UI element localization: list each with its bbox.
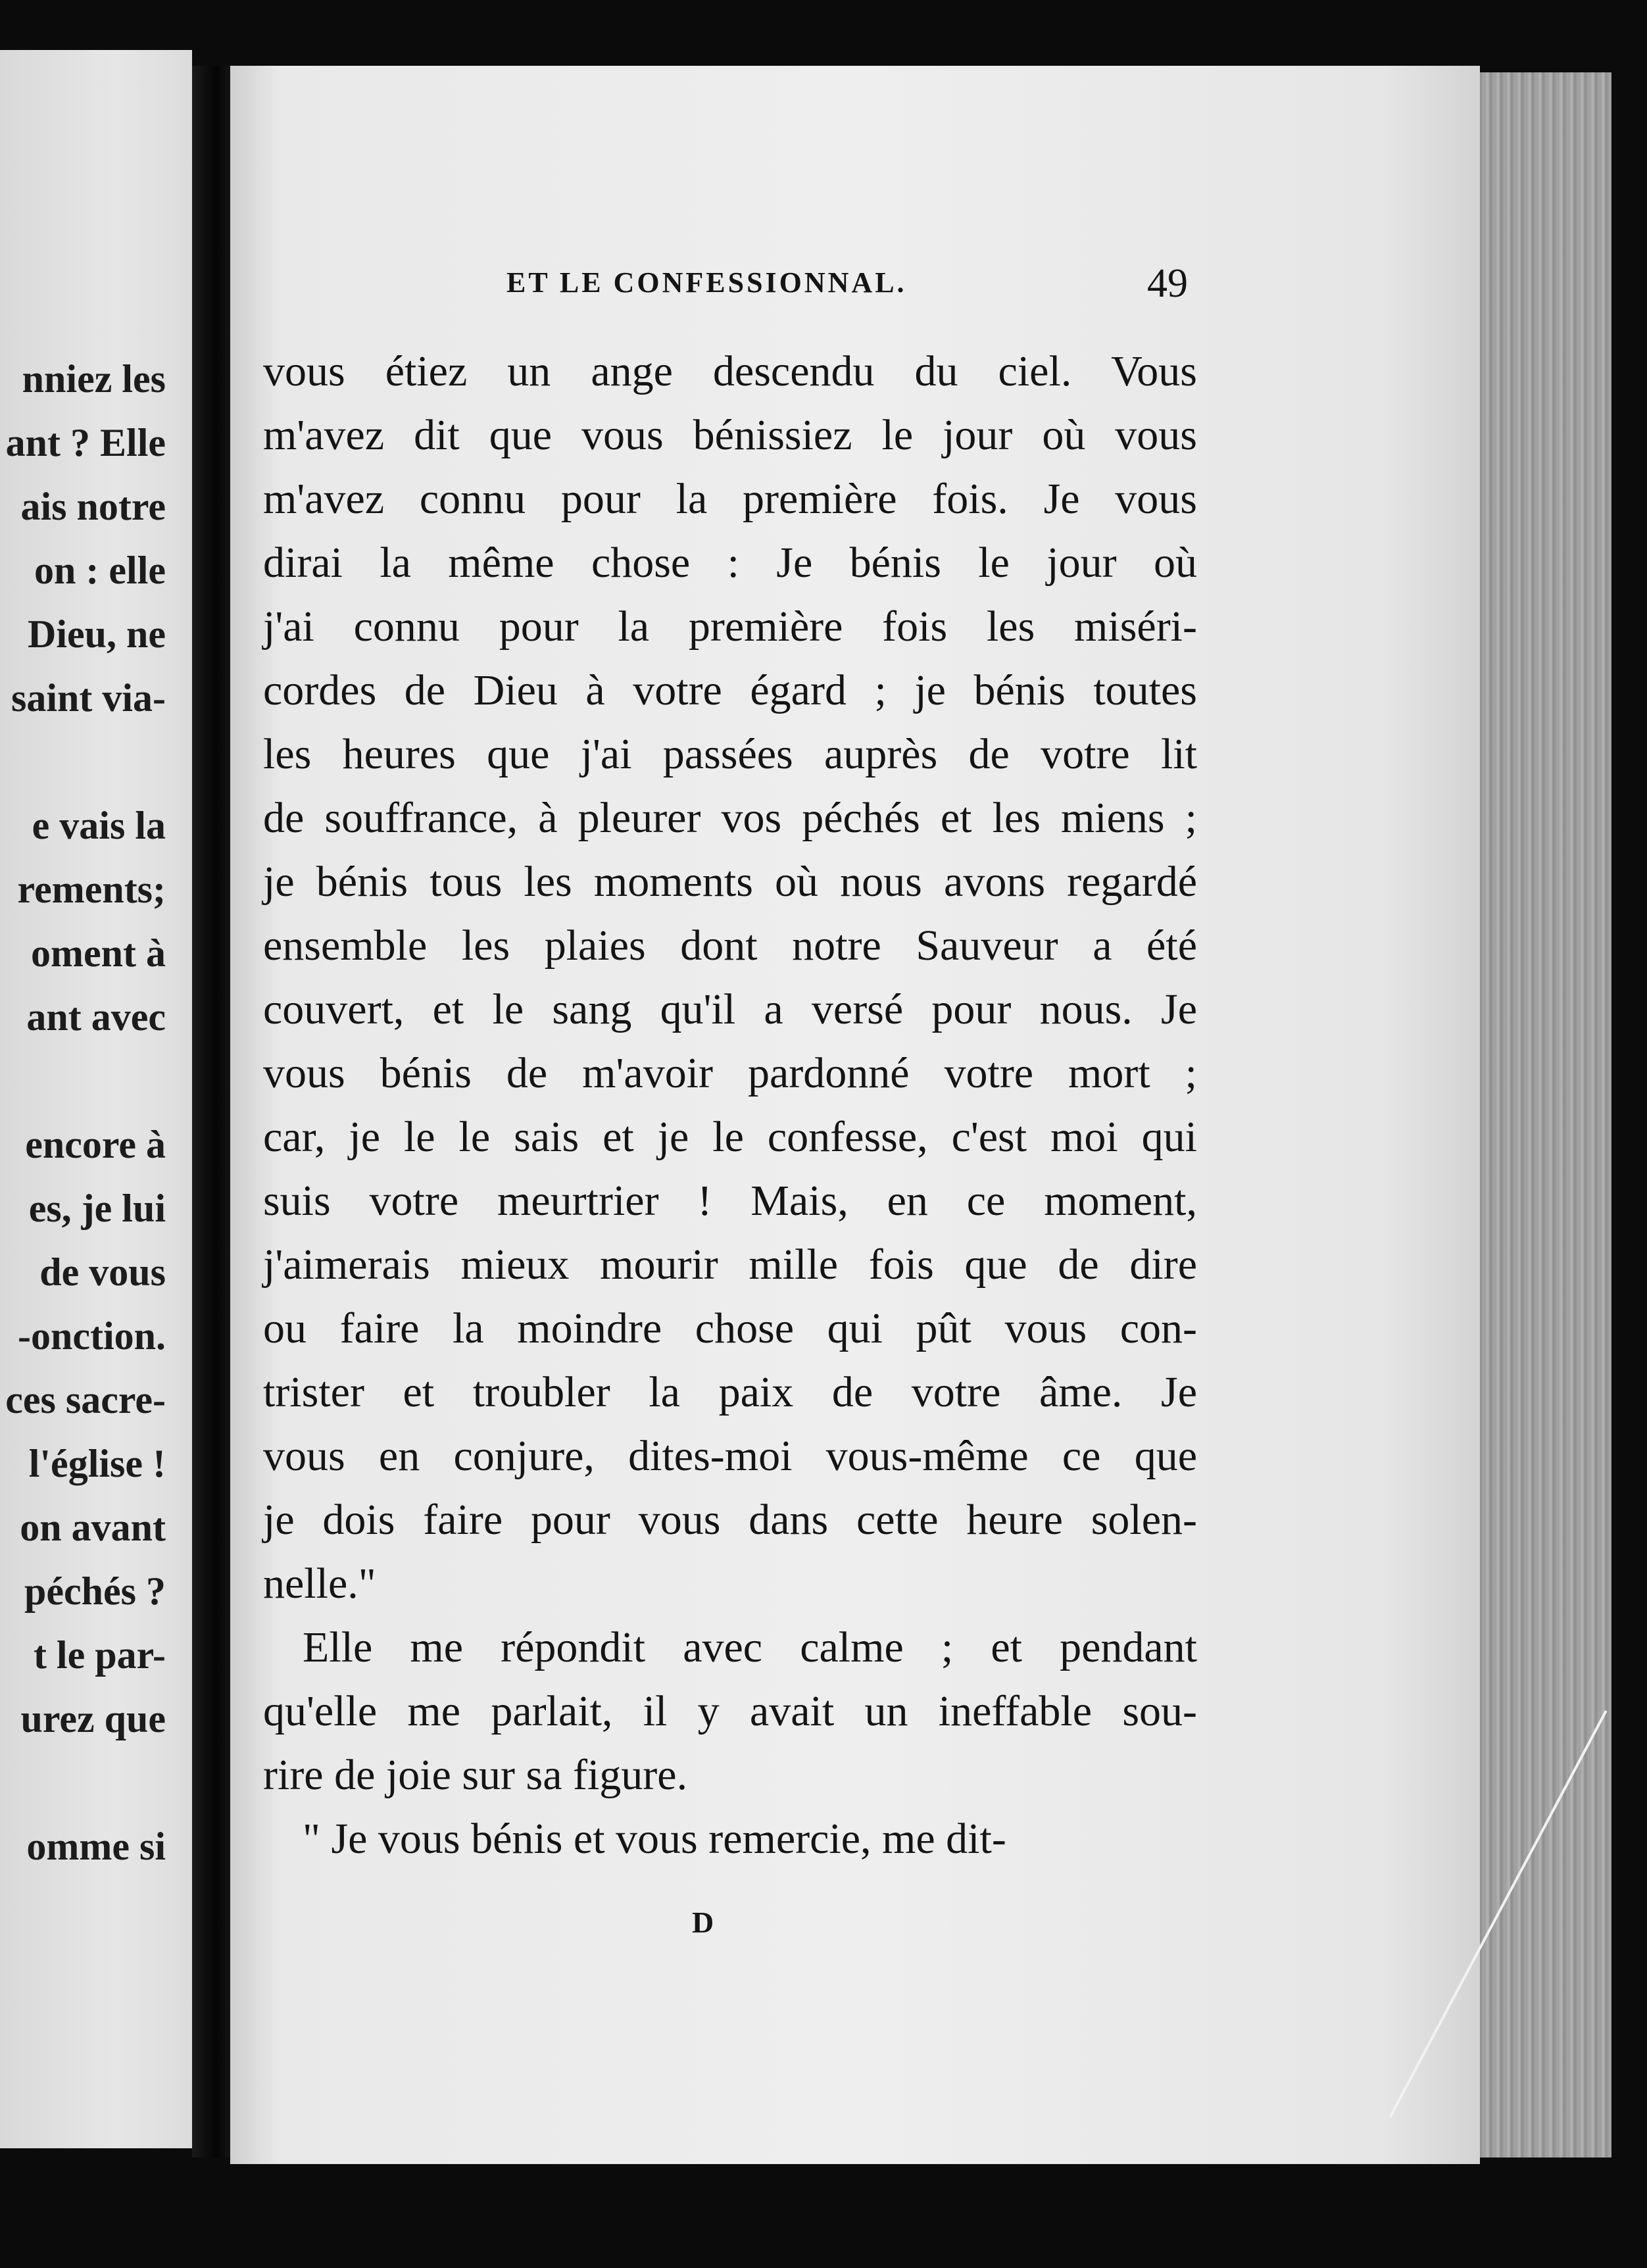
text-line: vous en conjure, dites-moi vous-même ce que [263, 1432, 1197, 1480]
text-line: car, je le le sais et je le confesse, c'est moi qui [263, 1113, 1197, 1161]
text-line: vous bénis de m'avoir pardonné votre mort ; [263, 1049, 1197, 1097]
text-line: j'aimerais mieux mourir mille fois que de dire [263, 1241, 1197, 1289]
previous-page-line: de vous [39, 1250, 166, 1294]
previous-page-line: ant avec [26, 995, 166, 1039]
previous-page-line: rements; [17, 868, 166, 911]
running-head: ET LE CONFESSIONNAL. [506, 266, 907, 299]
text-line: dirai la même chose : Je bénis le jour où [263, 539, 1197, 587]
previous-page-line: saint via- [11, 676, 166, 720]
previous-page-line: ces sacre- [5, 1378, 166, 1421]
previous-page-line: es, je lui [28, 1187, 166, 1230]
previous-page-line: oment à [31, 931, 166, 975]
previous-page-line: péchés ? [24, 1569, 166, 1613]
previous-page-line: t le par- [33, 1633, 166, 1677]
previous-page-line: -onction. [18, 1314, 166, 1358]
text-line: Elle me répondit avec calme ; et pendant [303, 1623, 1197, 1671]
text-line: trister et troubler la paix de votre âme. Je [263, 1368, 1197, 1416]
text-line: ou faire la moindre chose qui pût vous con- [263, 1304, 1197, 1352]
page-number: 49 [1147, 261, 1188, 306]
text-line: je dois faire pour vous dans cette heure solen- [263, 1496, 1197, 1544]
body-text [263, 339, 1197, 1871]
text-line: qu'elle me parlait, il y avait un ineffable sou- [263, 1687, 1197, 1735]
previous-page-line: on : elle [34, 549, 166, 592]
text-line: suis votre meurtrier ! Mais, en ce moment, [263, 1177, 1197, 1225]
previous-page-line: Dieu, ne [28, 612, 166, 656]
text-line: ensemble les plaies dont notre Sauveur a été [263, 922, 1197, 970]
page-edges [1473, 72, 1611, 2157]
previous-page-line: l'église ! [28, 1442, 166, 1485]
text-line: vous étiez un ange descendu du ciel. Vous [263, 347, 1197, 395]
previous-page-line: on avant [20, 1506, 166, 1549]
text-line: je bénis tous les moments où nous avons regardé [263, 858, 1197, 906]
previous-page-line: e vais la [32, 804, 166, 847]
previous-page-line: ant ? Elle [5, 421, 166, 464]
previous-page-line: ais notre [20, 485, 166, 528]
text-line: couvert, et le sang qu'il a versé pour nous. Je [263, 985, 1197, 1033]
signature-mark: D [692, 1906, 714, 1939]
text-line: m'avez connu pour la première fois. Je vous [263, 475, 1197, 523]
text-line: " Je vous bénis et vous remercie, me dit- [303, 1815, 1006, 1863]
previous-page-line: urez que [20, 1697, 166, 1740]
previous-page-line: encore à [25, 1123, 166, 1166]
text-line: j'ai connu pour la première fois les miséri- [263, 603, 1197, 651]
text-line: rire de joie sur sa figure. [263, 1751, 688, 1799]
previous-page-line: omme si [26, 1825, 166, 1868]
text-line: nelle." [263, 1560, 376, 1608]
previous-page-line: nniez les [22, 357, 166, 401]
text-line: cordes de Dieu à votre égard ; je bénis toutes [263, 666, 1197, 714]
text-line: m'avez dit que vous bénissiez le jour où vous [263, 411, 1197, 459]
text-line: de souffrance, à pleurer vos péchés et les miens ; [263, 794, 1197, 842]
text-line: les heures que j'ai passées auprès de votre lit [263, 730, 1197, 778]
previous-page-fragment [0, 50, 192, 2148]
